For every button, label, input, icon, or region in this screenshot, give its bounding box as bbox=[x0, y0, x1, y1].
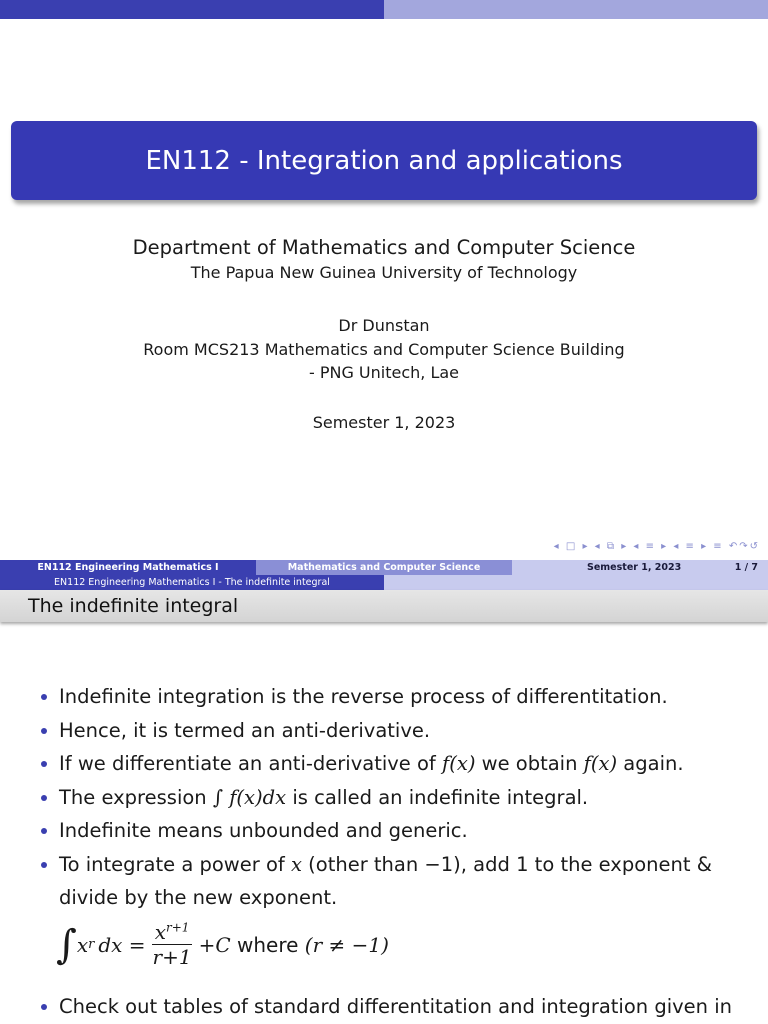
room-line-1: Room MCS213 Mathematics and Computer Science Building bbox=[143, 340, 625, 359]
top-bar-left bbox=[0, 0, 384, 19]
author-line: Dr Dunstan bbox=[338, 316, 430, 335]
slide-title: EN112 - Integration and applications bbox=[145, 145, 623, 176]
footer-course: EN112 Engineering Mathematics I bbox=[0, 560, 256, 575]
top-bar-right bbox=[384, 0, 768, 19]
section-title: EN112 Engineering Mathematics I - The indefinite integral bbox=[54, 577, 330, 588]
list-item: Indefinite integration is the reverse process of differentitation. bbox=[40, 680, 755, 714]
slide-title-box bbox=[11, 121, 757, 200]
bullet-list-continued bbox=[40, 990, 755, 1024]
section-bar bbox=[0, 575, 384, 590]
list-item: To integrate a power of x (other than −1), add 1 to the exponent & divide by the new exponent. bbox=[40, 848, 755, 915]
footer-page: 1 / 7 bbox=[734, 562, 758, 573]
footer-department: Mathematics and Computer Science bbox=[256, 560, 512, 575]
university-line: The Papua New Guinea University of Technology bbox=[190, 263, 578, 282]
integral-sign: ∫ bbox=[56, 921, 77, 968]
list-item: The expression ∫ f(x)dx is called an indefinite integral. bbox=[40, 781, 755, 815]
footer-date-page bbox=[512, 560, 768, 575]
list-item: Hence, it is termed an anti-derivative. bbox=[40, 714, 755, 748]
fraction: $\frac{x^{r+1}}{r+1}$ bbox=[152, 920, 192, 969]
list-item: Indefinite means unbounded and generic. bbox=[40, 814, 755, 848]
footer-date: Semester 1, 2023 bbox=[587, 562, 682, 573]
date-line: Semester 1, 2023 bbox=[312, 413, 456, 432]
section-bar-right bbox=[384, 575, 768, 590]
room-line-2: - PNG Unitech, Lae bbox=[308, 363, 460, 382]
beamer-nav-icons[interactable]: ◂ □ ▸ ◂ ⧉ ▸ ◂ ≡ ▸ ◂ ≡ ▸ ≡ ↶↷↺ bbox=[553, 541, 760, 552]
list-item: Check out tables of standard differentitation and integration given in bbox=[40, 990, 755, 1024]
power-rule-formula: ∫ x r dx = $\frac{x^{r+1}}{r+1}$ +C where (r ≠ −1) bbox=[56, 920, 389, 969]
frame-title: The indefinite integral bbox=[0, 590, 768, 622]
department-line: Department of Mathematics and Computer Science bbox=[132, 236, 636, 259]
bullet-list bbox=[40, 680, 755, 915]
list-item: If we differentiate an anti-derivative of f(x) we obtain f(x) again. bbox=[40, 747, 755, 781]
